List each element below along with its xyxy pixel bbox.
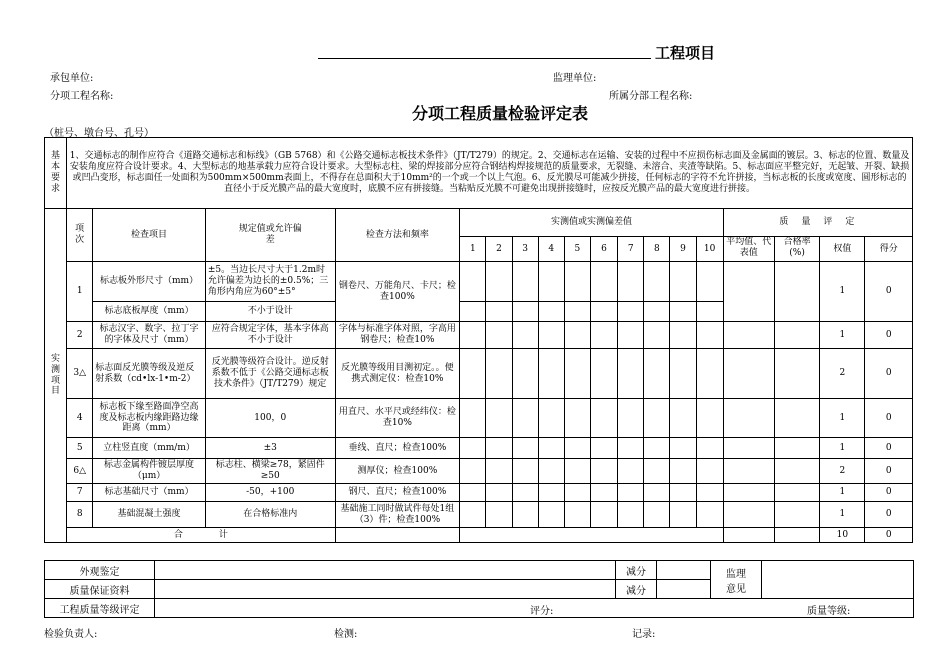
col-weight-header: 权值	[820, 237, 865, 262]
measured-num: 2	[486, 237, 512, 262]
measured-cell[interactable]	[512, 484, 538, 502]
measured-num: 4	[538, 237, 564, 262]
grade-eval-label: 工程质量等级评定	[45, 599, 155, 618]
measured-cell[interactable]	[486, 459, 512, 484]
pass-cell[interactable]	[774, 459, 819, 484]
row-spec: 反光膜等级符合设计。逆反射系数不低于《公路交通标志板技术条件》（JT/T279）规定	[205, 349, 335, 399]
row-index: 8	[67, 502, 93, 528]
avg-cell[interactable]	[723, 322, 774, 349]
measured-cell[interactable]	[538, 438, 564, 459]
measured-cell[interactable]	[670, 484, 696, 502]
measured-cell[interactable]	[512, 262, 538, 302]
row-weight: 1	[820, 484, 865, 502]
measured-cell[interactable]	[670, 399, 696, 438]
measured-num: 5	[564, 237, 590, 262]
grade-eval-row	[155, 599, 914, 618]
measured-num: 1	[460, 237, 486, 262]
requirements-text: 1、交通标志的制作应符合《道路交通标志和标线》（GB 5768）和《公路交通标志板技术条件》（JT/T279）的规定。2、交通标志在运输、安装的过程中不应损伤标志面及金属面的镀层。3、标志的位置、数量及安装角度应符合设计要求。4、大型标志的地基承载力应符合设计要求。大型标志柱、梁的焊接部分应符合钢结构焊接规范的质量要求，无裂缝、未溶合、夹渣等缺陷。5、标志面应平整完好，无起皱、开裂、缺损或凹凸变形，标志面任一处面积为500mm×500mm表面上，不得存在总面积大于10mm²的一个或一个以上气泡。6、反光膜尽可能减少拼接，任何标志的字符不允许拼接，当标志板的长度或宽度、圆形标志的直径小于反光膜产品的最大宽度时，底膜不应有拼接缝。当粘贴反光膜不可避免出现拼接缝时，应按反光膜产品的最大宽度进行拼接。	[67, 138, 913, 209]
row-method: 用直尺、水平尺或经纬仪：检查10%	[335, 399, 460, 438]
measured-cell[interactable]	[590, 399, 617, 438]
measured-cell[interactable]	[486, 502, 512, 528]
row-method: 基础施工同时做试件每处1组（3）件；检查100%	[335, 502, 460, 528]
measured-cell[interactable]	[618, 302, 644, 322]
row-weight: 1	[820, 262, 865, 322]
deduct-label-2: 减分	[616, 580, 657, 599]
col-method-header: 检查方法和频率	[335, 209, 460, 262]
row-score: 0	[865, 322, 913, 349]
measured-cell[interactable]	[670, 438, 696, 459]
recorder-label: 记录:	[632, 629, 656, 640]
col-spec-header: 规定值或允许偏差	[205, 209, 335, 262]
row-index: 6△	[67, 459, 93, 484]
tester-label: 检测:	[334, 629, 358, 640]
measured-cell[interactable]	[644, 459, 670, 484]
project-name-line	[318, 58, 651, 59]
total-method-cell	[335, 528, 460, 543]
measured-cell[interactable]	[460, 322, 486, 349]
measured-cell[interactable]	[590, 349, 617, 399]
measured-cell[interactable]	[538, 484, 564, 502]
measured-num: 6	[590, 237, 617, 262]
row-method: 钢尺、直尺；检查100%	[335, 484, 460, 502]
appearance-label: 外观鉴定	[45, 561, 155, 580]
measured-cell[interactable]	[564, 322, 590, 349]
measured-cell[interactable]	[696, 484, 723, 502]
col-avg-header: 平均值、代表值	[723, 237, 774, 262]
measured-num: 8	[644, 237, 670, 262]
measured-num: 10	[696, 237, 723, 262]
measured-cell[interactable]	[538, 502, 564, 528]
row-score: 0	[865, 438, 913, 459]
deduct-label-1: 减分	[616, 561, 657, 580]
measured-cell[interactable]	[460, 502, 486, 528]
sub-project-label: 分项工程名称:	[50, 91, 114, 102]
measured-cell[interactable]	[696, 399, 723, 438]
measured-cell[interactable]	[486, 438, 512, 459]
col-pass-header: 合格率(%)	[774, 237, 819, 262]
col-score-header: 得分	[865, 237, 913, 262]
measured-cell[interactable]	[696, 502, 723, 528]
row-score: 0	[865, 399, 913, 438]
measured-cell[interactable]	[618, 262, 644, 302]
row-spec: ±5。当边长尺寸大于1.2m时允许偏差为边长的±0.5%；三角形内角应为60°±5°	[205, 262, 335, 302]
total-pass-cell	[774, 528, 819, 543]
row-item: 标志面反光膜等级及逆反射系数（cd•lx-1•m-2）	[93, 349, 206, 399]
pass-cell[interactable]	[774, 322, 819, 349]
row-method: 字体与标准字体对照，字高用钢卷尺；检查10%	[335, 322, 460, 349]
measured-cell[interactable]	[644, 502, 670, 528]
measured-cell[interactable]	[538, 459, 564, 484]
measured-cell[interactable]	[670, 349, 696, 399]
row-weight: 2	[820, 349, 865, 399]
measured-cell[interactable]	[564, 438, 590, 459]
measured-cell[interactable]	[512, 438, 538, 459]
row-item: 标志板下缘至路面净空高度及标志板内缘距路边缘距离（mm）	[93, 399, 206, 438]
measured-cell[interactable]	[460, 262, 486, 302]
row-score: 0	[865, 484, 913, 502]
measured-cell[interactable]	[460, 438, 486, 459]
avg-cell[interactable]	[723, 502, 774, 528]
avg-cell[interactable]	[723, 349, 774, 399]
pass-cell[interactable]	[774, 349, 819, 399]
pass-cell[interactable]	[774, 484, 819, 502]
measured-cell[interactable]	[590, 262, 617, 302]
measured-cell[interactable]	[696, 349, 723, 399]
measured-cell[interactable]	[590, 322, 617, 349]
measured-cell[interactable]	[644, 349, 670, 399]
row-item: 标志金属构件镀层厚度（μm）	[93, 459, 206, 484]
row-index: 5	[67, 438, 93, 459]
measured-cell[interactable]	[460, 459, 486, 484]
col-quality-header: 质 量 评 定	[723, 209, 912, 237]
supervisor-opinion-value[interactable]	[762, 561, 914, 599]
pass-cell[interactable]	[774, 502, 819, 528]
deduct-value-2[interactable]	[657, 580, 711, 599]
measured-cell[interactable]	[618, 322, 644, 349]
total-score: 0	[865, 528, 913, 543]
measured-cell[interactable]	[538, 399, 564, 438]
project-title: 工程项目	[655, 44, 716, 62]
score-label: 评分:	[530, 606, 554, 617]
measured-cell[interactable]	[590, 484, 617, 502]
measured-cell[interactable]	[512, 502, 538, 528]
quality-docs-value[interactable]	[155, 580, 616, 599]
total-label: 合 计	[67, 528, 335, 543]
measured-cell[interactable]	[590, 502, 617, 528]
avg-cell[interactable]	[723, 262, 774, 322]
row-item: 标志基础尺寸（mm）	[93, 484, 206, 502]
measured-cell[interactable]	[486, 262, 512, 302]
row-method: 反光膜等级用目测初定。。便携式测定仪：检查10%	[335, 349, 460, 399]
measured-cell[interactable]	[486, 349, 512, 399]
measured-cell[interactable]	[590, 459, 617, 484]
division-label: 所属分部工程名称:	[609, 91, 693, 102]
row-index: 2	[67, 322, 93, 349]
measured-cell[interactable]	[670, 459, 696, 484]
section-label: 实 测 项 目	[45, 209, 67, 543]
measured-cell[interactable]	[512, 302, 538, 322]
row-weight: 2	[820, 459, 865, 484]
measured-cell[interactable]	[590, 438, 617, 459]
measured-cell[interactable]	[696, 459, 723, 484]
col-index-header: 项次	[67, 209, 93, 262]
avg-cell[interactable]	[723, 459, 774, 484]
row-method: 垂线、直尺；检查100%	[335, 438, 460, 459]
evaluation-table	[44, 560, 914, 618]
measured-cell[interactable]	[696, 438, 723, 459]
measured-cell[interactable]	[538, 262, 564, 302]
row-spec: 应符合规定字体，基本字体高不小于设计	[205, 322, 335, 349]
col-measured-header: 实测值或实测偏差值	[460, 209, 723, 237]
row-score: 0	[865, 459, 913, 484]
row-item: 标志底板厚度（mm）	[93, 302, 206, 322]
measured-cell[interactable]	[486, 322, 512, 349]
measured-cell[interactable]	[460, 484, 486, 502]
measured-cell[interactable]	[618, 459, 644, 484]
inspection-table	[44, 137, 913, 543]
measured-cell[interactable]	[512, 459, 538, 484]
row-weight: 1	[820, 438, 865, 459]
row-item: 立柱竖直度（mm/m）	[93, 438, 206, 459]
measured-cell[interactable]	[670, 302, 696, 322]
row-item: 标志汉字、数字、拉丁字的字体及尺寸（mm）	[93, 322, 206, 349]
measured-cell[interactable]	[486, 399, 512, 438]
row-method: 钢卷尺、万能角尺、卡尺；检查100%	[335, 262, 460, 322]
row-spec: ±3	[205, 438, 335, 459]
measured-num: 3	[512, 237, 538, 262]
row-spec: -50，+100	[205, 484, 335, 502]
measured-cell[interactable]	[486, 302, 512, 322]
row-index: 4	[67, 399, 93, 438]
measured-cell[interactable]	[644, 484, 670, 502]
row-weight: 1	[820, 322, 865, 349]
measured-cell[interactable]	[644, 399, 670, 438]
measured-cell[interactable]	[538, 322, 564, 349]
row-spec: 100，0	[205, 399, 335, 438]
measured-cell[interactable]	[618, 438, 644, 459]
row-item: 标志板外形尺寸（mm）	[93, 262, 206, 302]
form-title: 分项工程质量检验评定表	[412, 104, 589, 123]
avg-cell[interactable]	[723, 399, 774, 438]
row-score: 0	[865, 349, 913, 399]
row-score: 0	[865, 262, 913, 322]
row-item: 基础混凝土强度	[93, 502, 206, 528]
measured-num: 7	[618, 237, 644, 262]
measured-cell[interactable]	[618, 399, 644, 438]
row-method: 测厚仪；检查100%	[335, 459, 460, 484]
pass-cell[interactable]	[774, 262, 819, 322]
measured-cell[interactable]	[538, 302, 564, 322]
appearance-value[interactable]	[155, 561, 616, 580]
total-avg-cell	[723, 528, 774, 543]
measured-cell[interactable]	[512, 349, 538, 399]
measured-cell[interactable]	[564, 502, 590, 528]
avg-cell[interactable]	[723, 484, 774, 502]
pass-cell[interactable]	[774, 399, 819, 438]
avg-cell[interactable]	[723, 438, 774, 459]
measured-cell[interactable]	[564, 262, 590, 302]
measured-cell[interactable]	[486, 484, 512, 502]
requirements-label: 基本 要求	[45, 138, 67, 209]
quality-docs-label: 质量保证资料	[45, 580, 155, 599]
row-index: 1	[67, 262, 93, 322]
grade-label: 质量等级:	[807, 606, 851, 617]
measured-cell[interactable]	[460, 399, 486, 438]
measured-cell[interactable]	[538, 349, 564, 399]
row-weight: 1	[820, 502, 865, 528]
measured-cell[interactable]	[644, 438, 670, 459]
measured-cell[interactable]	[696, 302, 723, 322]
measured-cell[interactable]	[670, 262, 696, 302]
measured-cell[interactable]	[696, 262, 723, 302]
row-index: 7	[67, 484, 93, 502]
measured-cell[interactable]	[618, 349, 644, 399]
supervisor-opinion-label: 监理 意见	[711, 561, 762, 599]
col-item-header: 检查项目	[93, 209, 206, 262]
row-spec: 标志柱、横梁≥78，紧固件≥50	[205, 459, 335, 484]
measured-cell[interactable]	[590, 302, 617, 322]
measured-cell[interactable]	[696, 322, 723, 349]
pass-cell[interactable]	[774, 438, 819, 459]
measured-cell[interactable]	[564, 484, 590, 502]
measured-cell[interactable]	[512, 399, 538, 438]
row-score: 0	[865, 502, 913, 528]
measured-cell[interactable]	[670, 322, 696, 349]
deduct-value-1[interactable]	[657, 561, 711, 580]
measured-cell[interactable]	[564, 399, 590, 438]
measured-cell[interactable]	[644, 302, 670, 322]
total-weight: 10	[820, 528, 865, 543]
measured-cell[interactable]	[644, 262, 670, 302]
station-label: （桩号、墩台号、孔号）	[44, 128, 154, 139]
measured-cell[interactable]	[460, 302, 486, 322]
contractor-label: 承包单位:	[50, 73, 94, 84]
measured-cell[interactable]	[564, 349, 590, 399]
supervisor-label: 监理单位:	[553, 73, 597, 84]
measured-cell[interactable]	[564, 302, 590, 322]
measured-num: 9	[670, 237, 696, 262]
row-weight: 1	[820, 399, 865, 438]
measured-cell[interactable]	[618, 502, 644, 528]
row-spec: 不小于设计	[205, 302, 335, 322]
measured-cell[interactable]	[460, 349, 486, 399]
measured-cell[interactable]	[618, 484, 644, 502]
measured-cell[interactable]	[564, 459, 590, 484]
total-measured-cell	[460, 528, 723, 543]
measured-cell[interactable]	[512, 322, 538, 349]
row-spec: 在合格标准内	[205, 502, 335, 528]
measured-cell[interactable]	[644, 322, 670, 349]
row-index: 3△	[67, 349, 93, 399]
measured-cell[interactable]	[670, 502, 696, 528]
inspector-label: 检验负责人:	[44, 629, 98, 640]
